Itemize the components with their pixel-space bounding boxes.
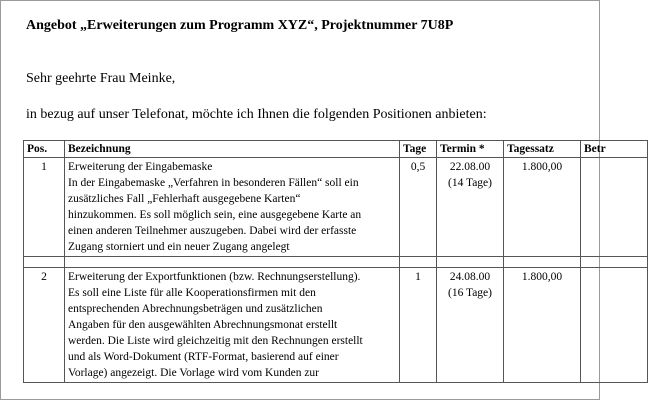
- description-line: In der Eingabemaske „Verfahren in besonderen Fällen“ soll ein: [68, 177, 359, 189]
- description-line: Zugang storniert und ein neuer Zugang angelegt: [68, 241, 290, 253]
- row-tage: 1: [400, 268, 437, 383]
- row-tagessatz: 1.800,00: [504, 268, 581, 383]
- description-line: Angaben für den ausgewählten Abrechnungsmonat erstellt: [68, 319, 338, 331]
- table-header-row: [24, 141, 648, 158]
- header-termin: Termin *: [437, 141, 504, 158]
- row-termin: [437, 268, 504, 383]
- row-pos: 1: [24, 158, 65, 257]
- termin-days: (14 Tage): [447, 177, 492, 189]
- description-line: zusätzliches Fall „Fehlerhaft ausgegebene Karten“: [68, 193, 301, 205]
- header-pos: Pos.: [24, 141, 65, 158]
- row-betrag: [581, 268, 648, 383]
- intro-text: in bezug auf unser Telefonat, möchte ich Ihnen die folgenden Positionen anbieten:: [26, 107, 487, 122]
- description-line: werden. Die Liste wird gleichzeitig mit den Rechnungen erstellt: [68, 335, 363, 347]
- description-line: Vorlage) angezeigt. Die Vorlage wird vom Kunden zur: [68, 367, 320, 379]
- row-tage: 0,5: [400, 158, 437, 257]
- termin-date: 22.08.00: [449, 161, 491, 173]
- description-line: Erweiterung der Eingabemaske: [68, 161, 213, 173]
- description-line: und als Word-Dokument (RTF-Format, basierend auf einer: [68, 351, 339, 363]
- header-betrag: Betr: [581, 141, 648, 158]
- description-line: einen anderen Teilnehmer auszugeben. Dabei wird der erfasste: [68, 225, 357, 237]
- document-title: Angebot „Erweiterungen zum Programm XYZ“, Projektnummer 7U8P: [26, 18, 454, 33]
- table-spacer-row: [24, 257, 648, 268]
- row-pos: 2: [24, 268, 65, 383]
- header-bezeichnung: Bezeichnung: [65, 141, 400, 158]
- description-line: Es soll eine Liste für alle Kooperationsfirmen mit den: [68, 287, 316, 299]
- salutation: Sehr geehrte Frau Meinke,: [26, 71, 176, 86]
- termin-date: 24.08.00: [449, 271, 491, 283]
- row-bezeichnung: [65, 158, 400, 257]
- table-row: [24, 268, 648, 383]
- offer-table: [23, 140, 648, 383]
- description-line: entsprechenden Abrechnungsbeträgen und zusätzlichen: [68, 303, 323, 315]
- row-tagessatz: 1.800,00: [504, 158, 581, 257]
- row-bezeichnung: [65, 268, 400, 383]
- header-tagessatz: Tagessatz: [504, 141, 581, 158]
- table-row: [24, 158, 648, 257]
- header-tage: Tage: [400, 141, 437, 158]
- description-line: hinzukommen. Es soll möglich sein, eine ausgegebene Karte an: [68, 209, 362, 221]
- row-termin: [437, 158, 504, 257]
- row-betrag: [581, 158, 648, 257]
- description-line: Erweiterung der Exportfunktionen (bzw. Rechnungserstellung).: [68, 271, 361, 283]
- termin-days: (16 Tage): [447, 287, 492, 299]
